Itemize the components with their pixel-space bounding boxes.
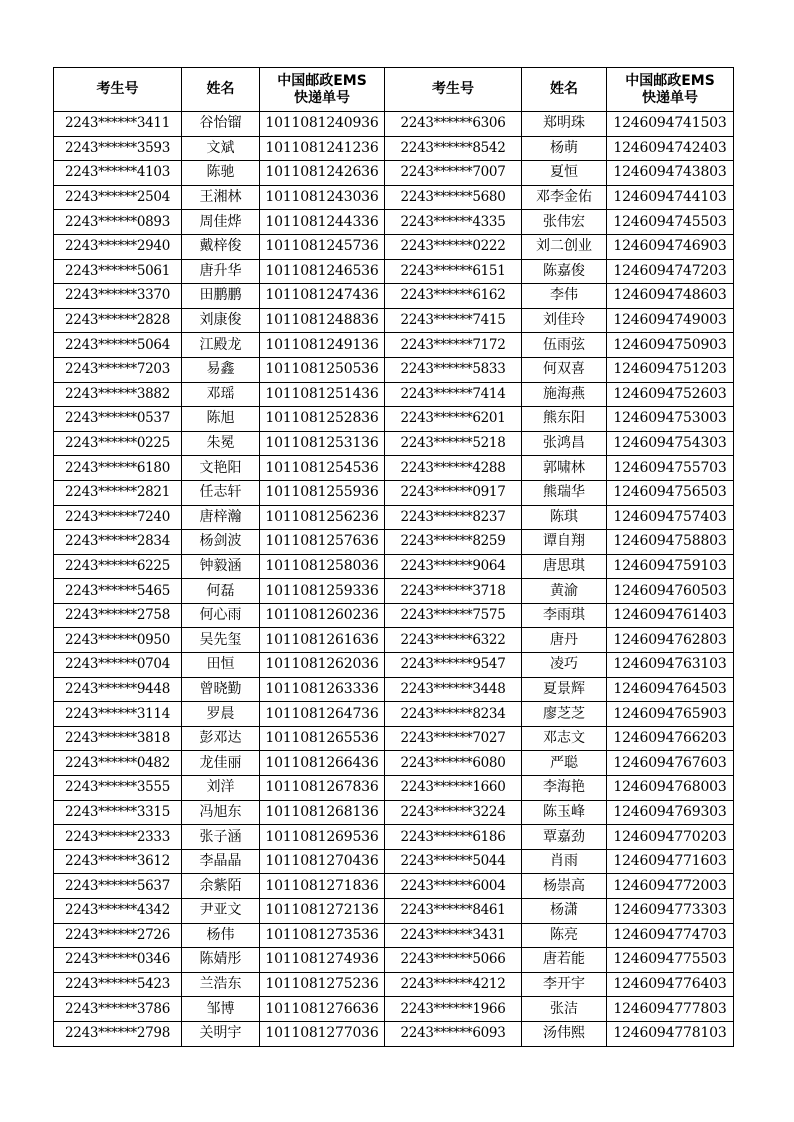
table-row <box>54 653 734 678</box>
cell-ems-number-right: 1246094744103 <box>607 185 734 210</box>
cell-ems-number-left: 1011081256236 <box>260 505 385 530</box>
cell-name-right: 廖芝芝 <box>522 702 607 727</box>
table-row <box>54 1021 734 1046</box>
cell-name-right: 张鸿昌 <box>522 431 607 456</box>
cell-ems-number-right: 1246094773303 <box>607 899 734 924</box>
table-row <box>54 185 734 210</box>
cell-name-left: 余紫陌 <box>182 874 260 899</box>
cell-name-left: 文斌 <box>182 136 260 161</box>
cell-ems-number-left: 1011081277036 <box>260 1021 385 1046</box>
cell-student-id-right: 2243******4335 <box>385 210 522 235</box>
cell-ems-number-right: 1246094758803 <box>607 530 734 555</box>
cell-ems-number-left: 1011081273536 <box>260 923 385 948</box>
cell-name-left: 邹博 <box>182 997 260 1022</box>
cell-student-id-left: 2243******0537 <box>54 407 182 432</box>
cell-student-id-left: 2243******0346 <box>54 948 182 973</box>
cell-name-right: 肖雨 <box>522 849 607 874</box>
cell-ems-number-right: 1246094768003 <box>607 776 734 801</box>
cell-ems-number-right: 1246094778103 <box>607 1021 734 1046</box>
cell-ems-number-left: 1011081264736 <box>260 702 385 727</box>
cell-name-left: 陈旭 <box>182 407 260 432</box>
cell-ems-number-right: 1246094767603 <box>607 751 734 776</box>
table-row <box>54 751 734 776</box>
cell-student-id-left: 2243******2828 <box>54 308 182 333</box>
table-row <box>54 702 734 727</box>
cell-ems-number-left: 1011081274936 <box>260 948 385 973</box>
cell-ems-number-left: 1011081248836 <box>260 308 385 333</box>
table-row <box>54 579 734 604</box>
cell-student-id-right: 2243******7172 <box>385 333 522 358</box>
cell-name-right: 伍雨弦 <box>522 333 607 358</box>
cell-student-id-right: 2243******5680 <box>385 185 522 210</box>
cell-name-right: 杨萌 <box>522 136 607 161</box>
cell-name-right: 谭自翔 <box>522 530 607 555</box>
cell-student-id-left: 2243******3315 <box>54 800 182 825</box>
table-row <box>54 726 734 751</box>
cell-ems-number-left: 1011081244336 <box>260 210 385 235</box>
cell-ems-number-left: 1011081240936 <box>260 112 385 137</box>
cell-ems-number-left: 1011081267836 <box>260 776 385 801</box>
cell-ems-number-right: 1246094745503 <box>607 210 734 235</box>
cell-student-id-right: 2243******8542 <box>385 136 522 161</box>
cell-student-id-right: 2243******9547 <box>385 653 522 678</box>
table-row <box>54 899 734 924</box>
cell-student-id-left: 2243******5637 <box>54 874 182 899</box>
cell-ems-number-left: 1011081260236 <box>260 603 385 628</box>
cell-student-id-left: 2243******5064 <box>54 333 182 358</box>
cell-name-left: 刘康俊 <box>182 308 260 333</box>
cell-name-left: 戴梓俊 <box>182 234 260 259</box>
cell-ems-number-right: 1246094777803 <box>607 997 734 1022</box>
cell-student-id-right: 2243******6306 <box>385 112 522 137</box>
table-row <box>54 505 734 530</box>
cell-name-right: 陈亮 <box>522 923 607 948</box>
cell-name-left: 唐升华 <box>182 259 260 284</box>
cell-ems-number-right: 1246094746903 <box>607 234 734 259</box>
cell-name-right: 陈嘉俊 <box>522 259 607 284</box>
cell-student-id-right: 2243******5066 <box>385 948 522 973</box>
cell-ems-number-right: 1246094762803 <box>607 628 734 653</box>
cell-student-id-left: 2243******2333 <box>54 825 182 850</box>
cell-student-id-left: 2243******5061 <box>54 259 182 284</box>
cell-ems-number-right: 1246094755703 <box>607 456 734 481</box>
header-ems-number-left: 中国邮政EMS 快递单号 <box>260 68 385 112</box>
table-row <box>54 776 734 801</box>
table-row <box>54 923 734 948</box>
cell-ems-number-right: 1246094774703 <box>607 923 734 948</box>
cell-ems-number-right: 1246094765903 <box>607 702 734 727</box>
cell-name-right: 杨崇高 <box>522 874 607 899</box>
cell-name-right: 熊东阳 <box>522 407 607 432</box>
cell-student-id-right: 2243******1966 <box>385 997 522 1022</box>
cell-ems-number-left: 1011081249136 <box>260 333 385 358</box>
cell-ems-number-right: 1246094771603 <box>607 849 734 874</box>
cell-name-left: 杨伟 <box>182 923 260 948</box>
cell-student-id-left: 2243******0893 <box>54 210 182 235</box>
cell-name-right: 邓李金佑 <box>522 185 607 210</box>
cell-name-right: 唐若能 <box>522 948 607 973</box>
cell-student-id-left: 2243******3612 <box>54 849 182 874</box>
cell-name-left: 朱冕 <box>182 431 260 456</box>
cell-student-id-left: 2243******3593 <box>54 136 182 161</box>
cell-student-id-left: 2243******4103 <box>54 161 182 186</box>
cell-name-left: 田鹏鹏 <box>182 284 260 309</box>
header-name-left: 姓名 <box>182 68 260 112</box>
cell-student-id-right: 2243******6093 <box>385 1021 522 1046</box>
cell-name-right: 陈玉峰 <box>522 800 607 825</box>
cell-ems-number-right: 1246094753003 <box>607 407 734 432</box>
table-row <box>54 407 734 432</box>
cell-name-right: 覃嘉劲 <box>522 825 607 850</box>
cell-student-id-right: 2243******6151 <box>385 259 522 284</box>
cell-student-id-right: 2243******3224 <box>385 800 522 825</box>
cell-student-id-right: 2243******8259 <box>385 530 522 555</box>
cell-student-id-right: 2243******6201 <box>385 407 522 432</box>
cell-name-right: 施海燕 <box>522 382 607 407</box>
cell-name-right: 郭啸林 <box>522 456 607 481</box>
cell-ems-number-right: 1246094741503 <box>607 112 734 137</box>
header-name-right: 姓名 <box>522 68 607 112</box>
cell-ems-number-right: 1246094770203 <box>607 825 734 850</box>
cell-ems-number-left: 1011081268136 <box>260 800 385 825</box>
cell-student-id-left: 2243******2504 <box>54 185 182 210</box>
cell-student-id-right: 2243******6186 <box>385 825 522 850</box>
cell-ems-number-right: 1246094759103 <box>607 554 734 579</box>
cell-name-right: 何双喜 <box>522 357 607 382</box>
table-row <box>54 284 734 309</box>
cell-name-left: 田恒 <box>182 653 260 678</box>
cell-student-id-left: 2243******2940 <box>54 234 182 259</box>
cell-ems-number-left: 1011081242636 <box>260 161 385 186</box>
cell-student-id-right: 2243******6322 <box>385 628 522 653</box>
header-ems-number-right: 中国邮政EMS 快递单号 <box>607 68 734 112</box>
cell-name-right: 张洁 <box>522 997 607 1022</box>
cell-ems-number-left: 1011081257636 <box>260 530 385 555</box>
cell-student-id-left: 2243******0950 <box>54 628 182 653</box>
cell-student-id-right: 2243******3718 <box>385 579 522 604</box>
cell-student-id-right: 2243******4288 <box>385 456 522 481</box>
cell-name-left: 关明宇 <box>182 1021 260 1046</box>
cell-name-right: 严聪 <box>522 751 607 776</box>
cell-name-left: 吴先玺 <box>182 628 260 653</box>
cell-name-left: 杨剑波 <box>182 530 260 555</box>
cell-student-id-left: 2243******4342 <box>54 899 182 924</box>
cell-student-id-right: 2243******5044 <box>385 849 522 874</box>
table-row <box>54 530 734 555</box>
table-row <box>54 628 734 653</box>
cell-student-id-left: 2243******0225 <box>54 431 182 456</box>
cell-student-id-right: 2243******3431 <box>385 923 522 948</box>
cell-ems-number-right: 1246094756503 <box>607 480 734 505</box>
cell-ems-number-left: 1011081266436 <box>260 751 385 776</box>
cell-name-left: 彭邓达 <box>182 726 260 751</box>
cell-name-left: 冯旭东 <box>182 800 260 825</box>
table-row <box>54 112 734 137</box>
cell-ems-number-right: 1246094763103 <box>607 653 734 678</box>
cell-name-right: 刘二创业 <box>522 234 607 259</box>
cell-ems-number-right: 1246094757403 <box>607 505 734 530</box>
cell-ems-number-left: 1011081259336 <box>260 579 385 604</box>
cell-ems-number-right: 1246094754303 <box>607 431 734 456</box>
cell-student-id-left: 2243******3411 <box>54 112 182 137</box>
cell-name-right: 郑明珠 <box>522 112 607 137</box>
cell-ems-number-right: 1246094761403 <box>607 603 734 628</box>
cell-student-id-left: 2243******0704 <box>54 653 182 678</box>
cell-student-id-left: 2243******3555 <box>54 776 182 801</box>
cell-name-right: 李海艳 <box>522 776 607 801</box>
cell-name-right: 李伟 <box>522 284 607 309</box>
cell-ems-number-right: 1246094760503 <box>607 579 734 604</box>
cell-ems-number-left: 1011081258036 <box>260 554 385 579</box>
cell-student-id-right: 2243******8234 <box>385 702 522 727</box>
cell-student-id-left: 2243******6180 <box>54 456 182 481</box>
cell-name-left: 李晶晶 <box>182 849 260 874</box>
cell-student-id-left: 2243******2834 <box>54 530 182 555</box>
cell-ems-number-left: 1011081250536 <box>260 357 385 382</box>
cell-name-left: 陈婧彤 <box>182 948 260 973</box>
cell-ems-number-right: 1246094743803 <box>607 161 734 186</box>
cell-ems-number-left: 1011081270436 <box>260 849 385 874</box>
table-row <box>54 825 734 850</box>
table-row <box>54 210 734 235</box>
cell-student-id-left: 2243******3882 <box>54 382 182 407</box>
table-header-row <box>54 68 734 112</box>
table-row <box>54 677 734 702</box>
cell-ems-number-right: 1246094742403 <box>607 136 734 161</box>
table-row <box>54 972 734 997</box>
table-body <box>54 112 734 1047</box>
cell-name-right: 熊瑞华 <box>522 480 607 505</box>
table-row <box>54 431 734 456</box>
cell-ems-number-left: 1011081252836 <box>260 407 385 432</box>
cell-name-left: 王湘林 <box>182 185 260 210</box>
table-row <box>54 333 734 358</box>
cell-name-left: 易鑫 <box>182 357 260 382</box>
cell-ems-number-right: 1246094748603 <box>607 284 734 309</box>
cell-student-id-right: 2243******8237 <box>385 505 522 530</box>
cell-name-right: 夏恒 <box>522 161 607 186</box>
cell-ems-number-left: 1011081263336 <box>260 677 385 702</box>
cell-name-right: 唐丹 <box>522 628 607 653</box>
cell-ems-number-left: 1011081262036 <box>260 653 385 678</box>
cell-ems-number-left: 1011081251436 <box>260 382 385 407</box>
table-row <box>54 382 734 407</box>
cell-name-left: 钟毅涵 <box>182 554 260 579</box>
cell-ems-number-left: 1011081241236 <box>260 136 385 161</box>
cell-name-left: 刘洋 <box>182 776 260 801</box>
cell-name-left: 谷怡镏 <box>182 112 260 137</box>
cell-student-id-left: 2243******7203 <box>54 357 182 382</box>
cell-name-left: 尹亚文 <box>182 899 260 924</box>
cell-ems-number-left: 1011081247436 <box>260 284 385 309</box>
cell-name-left: 唐梓瀚 <box>182 505 260 530</box>
cell-name-right: 李雨琪 <box>522 603 607 628</box>
cell-student-id-right: 2243******3448 <box>385 677 522 702</box>
table-row <box>54 456 734 481</box>
cell-student-id-right: 2243******4212 <box>385 972 522 997</box>
table-row <box>54 603 734 628</box>
cell-student-id-right: 2243******7575 <box>385 603 522 628</box>
cell-name-left: 陈驰 <box>182 161 260 186</box>
cell-ems-number-left: 1011081245736 <box>260 234 385 259</box>
table-row <box>54 874 734 899</box>
cell-name-left: 周佳烨 <box>182 210 260 235</box>
cell-student-id-right: 2243******6004 <box>385 874 522 899</box>
cell-name-right: 汤伟熙 <box>522 1021 607 1046</box>
cell-student-id-right: 2243******5833 <box>385 357 522 382</box>
cell-ems-number-left: 1011081254536 <box>260 456 385 481</box>
cell-ems-number-right: 1246094772003 <box>607 874 734 899</box>
cell-ems-number-left: 1011081272136 <box>260 899 385 924</box>
cell-ems-number-left: 1011081275236 <box>260 972 385 997</box>
cell-student-id-right: 2243******0917 <box>385 480 522 505</box>
cell-student-id-left: 2243******3114 <box>54 702 182 727</box>
cell-name-right: 凌巧 <box>522 653 607 678</box>
cell-student-id-right: 2243******1660 <box>385 776 522 801</box>
cell-name-right: 邓志文 <box>522 726 607 751</box>
cell-student-id-left: 2243******2726 <box>54 923 182 948</box>
cell-student-id-right: 2243******6162 <box>385 284 522 309</box>
cell-student-id-left: 2243******2821 <box>54 480 182 505</box>
cell-name-right: 张伟宏 <box>522 210 607 235</box>
cell-name-left: 文艳阳 <box>182 456 260 481</box>
cell-ems-number-right: 1246094747203 <box>607 259 734 284</box>
cell-student-id-right: 2243******7027 <box>385 726 522 751</box>
cell-name-left: 邓瑶 <box>182 382 260 407</box>
cell-student-id-left: 2243******3818 <box>54 726 182 751</box>
table-row <box>54 259 734 284</box>
cell-student-id-right: 2243******7415 <box>385 308 522 333</box>
cell-name-right: 李开宇 <box>522 972 607 997</box>
cell-student-id-right: 2243******5218 <box>385 431 522 456</box>
cell-student-id-right: 2243******9064 <box>385 554 522 579</box>
cell-name-left: 江殿龙 <box>182 333 260 358</box>
cell-name-left: 龙佳丽 <box>182 751 260 776</box>
cell-name-right: 刘佳玲 <box>522 308 607 333</box>
cell-ems-number-left: 1011081271836 <box>260 874 385 899</box>
cell-ems-number-right: 1246094752603 <box>607 382 734 407</box>
cell-ems-number-right: 1246094764503 <box>607 677 734 702</box>
cell-name-left: 罗晨 <box>182 702 260 727</box>
table-row <box>54 357 734 382</box>
cell-name-right: 黄渝 <box>522 579 607 604</box>
cell-ems-number-left: 1011081253136 <box>260 431 385 456</box>
cell-ems-number-right: 1246094751203 <box>607 357 734 382</box>
cell-name-left: 何心雨 <box>182 603 260 628</box>
cell-student-id-left: 2243******0482 <box>54 751 182 776</box>
cell-student-id-left: 2243******2758 <box>54 603 182 628</box>
cell-name-right: 夏景辉 <box>522 677 607 702</box>
cell-ems-number-left: 1011081261636 <box>260 628 385 653</box>
cell-student-id-left: 2243******2798 <box>54 1021 182 1046</box>
table-row <box>54 480 734 505</box>
cell-student-id-right: 2243******6080 <box>385 751 522 776</box>
cell-ems-number-left: 1011081246536 <box>260 259 385 284</box>
cell-ems-number-left: 1011081265536 <box>260 726 385 751</box>
cell-student-id-left: 2243******5423 <box>54 972 182 997</box>
header-student-id-left: 考生号 <box>54 68 182 112</box>
cell-ems-number-right: 1246094776403 <box>607 972 734 997</box>
table-row <box>54 948 734 973</box>
cell-student-id-right: 2243******7414 <box>385 382 522 407</box>
cell-ems-number-left: 1011081269536 <box>260 825 385 850</box>
cell-student-id-left: 2243******3370 <box>54 284 182 309</box>
cell-name-left: 曾晓勤 <box>182 677 260 702</box>
header-student-id-right: 考生号 <box>385 68 522 112</box>
cell-student-id-left: 2243******9448 <box>54 677 182 702</box>
cell-name-right: 陈琪 <box>522 505 607 530</box>
cell-name-left: 张子涵 <box>182 825 260 850</box>
cell-ems-number-right: 1246094766203 <box>607 726 734 751</box>
cell-student-id-left: 2243******7240 <box>54 505 182 530</box>
cell-name-left: 任志轩 <box>182 480 260 505</box>
ems-tracking-table <box>53 67 734 1047</box>
table-row <box>54 161 734 186</box>
cell-student-id-right: 2243******8461 <box>385 899 522 924</box>
cell-ems-number-right: 1246094769303 <box>607 800 734 825</box>
table-row <box>54 800 734 825</box>
table-row <box>54 136 734 161</box>
cell-student-id-right: 2243******7007 <box>385 161 522 186</box>
cell-name-right: 杨潇 <box>522 899 607 924</box>
cell-name-left: 何磊 <box>182 579 260 604</box>
cell-name-right: 唐思琪 <box>522 554 607 579</box>
cell-ems-number-right: 1246094775503 <box>607 948 734 973</box>
cell-student-id-right: 2243******0222 <box>385 234 522 259</box>
table-row <box>54 234 734 259</box>
cell-ems-number-right: 1246094750903 <box>607 333 734 358</box>
cell-ems-number-left: 1011081243036 <box>260 185 385 210</box>
cell-ems-number-left: 1011081255936 <box>260 480 385 505</box>
cell-student-id-left: 2243******3786 <box>54 997 182 1022</box>
table-row <box>54 554 734 579</box>
cell-ems-number-left: 1011081276636 <box>260 997 385 1022</box>
table-row <box>54 308 734 333</box>
cell-ems-number-right: 1246094749003 <box>607 308 734 333</box>
cell-name-left: 兰浩东 <box>182 972 260 997</box>
cell-student-id-left: 2243******5465 <box>54 579 182 604</box>
table-row <box>54 997 734 1022</box>
cell-student-id-left: 2243******6225 <box>54 554 182 579</box>
table-row <box>54 849 734 874</box>
